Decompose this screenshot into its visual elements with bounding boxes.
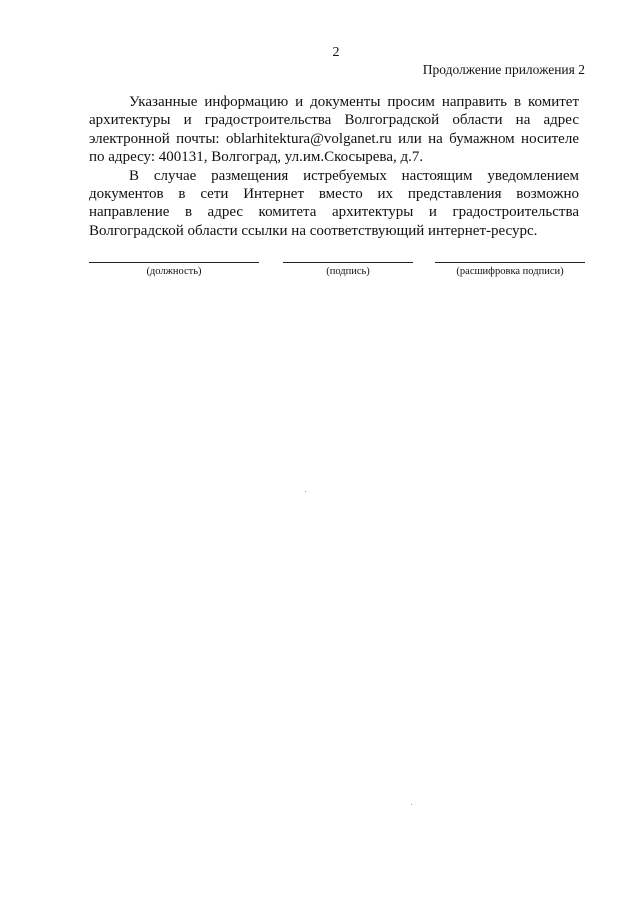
signature-caption-signature: (подпись) bbox=[326, 266, 370, 277]
paragraph-internet-link: В случае размещения истребуемых настоящим уведомлением документов в сети Интернет вместо их представления возможно направление в адрес комитета архитектуры и градостроительства Волгоградской области ссылки на соответствующий интернет-ресурс. bbox=[89, 167, 579, 239]
signature-caption-position: (должность) bbox=[146, 266, 202, 277]
signature-field-decode bbox=[435, 262, 585, 282]
signature-field-signature bbox=[283, 262, 413, 282]
scan-speck bbox=[411, 804, 412, 805]
signature-field-position bbox=[89, 262, 259, 282]
scan-speck bbox=[305, 491, 306, 492]
document-body bbox=[89, 93, 579, 240]
paragraph-submission-address: Указанные информацию и документы просим направить в комитет архитектуры и градостроительства Волгоградской области на адрес электронной почты: oblarhitektura@volganet.ru или на бумажном носителе по адресу: 400131, Волгоград, ул.им.Скосырева, д.7. bbox=[89, 94, 579, 166]
appendix-continuation-note: Продолжение приложения 2 bbox=[422, 62, 585, 77]
page-number: 2 bbox=[332, 45, 340, 60]
signature-caption-decode: (расшифровка подписи) bbox=[456, 266, 564, 277]
